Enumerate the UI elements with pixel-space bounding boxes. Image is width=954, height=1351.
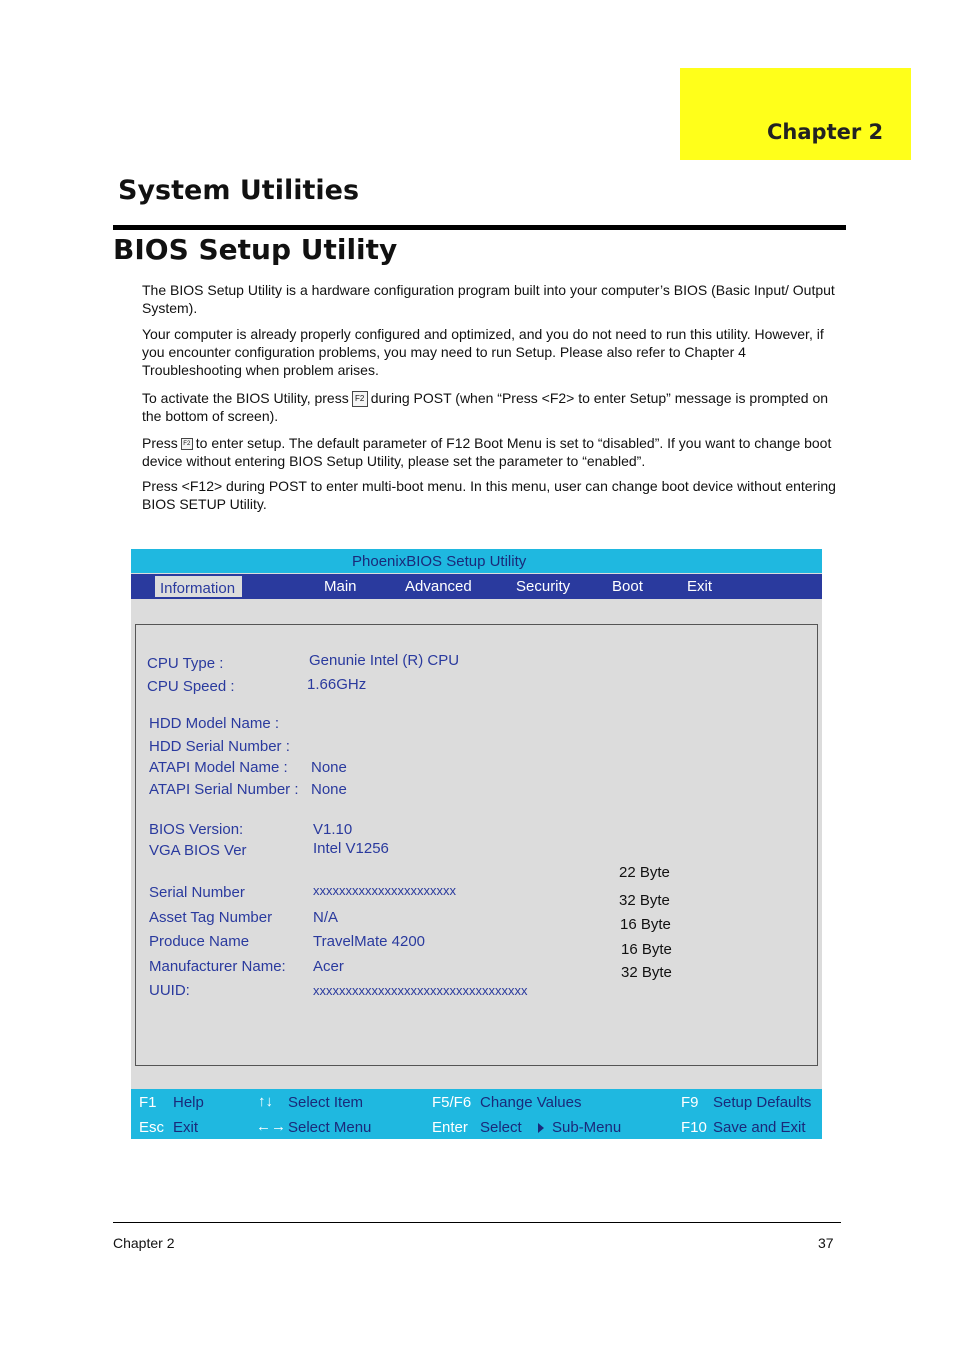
cpu-speed-value: 1.66GHz (307, 676, 367, 693)
product-name-label: Produce Name (149, 933, 250, 950)
atapi-model-value: None (311, 759, 347, 776)
f1-desc: Help (173, 1094, 204, 1111)
menu-information-label: Information (160, 580, 236, 597)
menu-exit[interactable]: Exit (687, 578, 713, 595)
asset-tag-label: Asset Tag Number (149, 909, 273, 926)
vga-bios-value: Intel V1256 (313, 840, 389, 857)
bios-title: PhoenixBIOS Setup Utility (352, 553, 527, 570)
change-values-desc: Change Values (480, 1094, 582, 1111)
paragraph-boot-menu-before: Press (142, 435, 178, 451)
menu-boot[interactable]: Boot (612, 578, 643, 595)
manufacturer-label: Manufacturer Name: (149, 958, 286, 975)
byte-size: 32 Byte (619, 892, 670, 909)
cpu-type-label: CPU Type : (147, 655, 224, 672)
product-name-value: TravelMate 4200 (313, 933, 426, 950)
byte-size: 32 Byte (621, 964, 672, 981)
bios-titlebar (131, 549, 822, 573)
sub-menu-desc: Sub-Menu (552, 1119, 622, 1136)
title-divider (113, 225, 846, 230)
menu-information[interactable] (155, 576, 242, 597)
footer-chapter: Chapter 2 (113, 1235, 175, 1251)
serial-number-label: Serial Number (149, 884, 245, 901)
f1-key: F1 (139, 1094, 157, 1111)
bios-screen (131, 549, 822, 1139)
uuid-label: UUID: (149, 982, 190, 999)
atapi-serial-label: ATAPI Serial Number : (149, 781, 299, 798)
esc-key: Esc (139, 1119, 165, 1136)
hdd-model-label: HDD Model Name : (149, 715, 280, 732)
f5-f6-key: F5/F6 (432, 1094, 472, 1111)
f9-key: F9 (681, 1094, 699, 1111)
arrow-right-icon (538, 1123, 544, 1133)
byte-size: 22 Byte (619, 864, 670, 881)
menu-advanced[interactable]: Advanced (405, 578, 472, 595)
atapi-serial-value: None (311, 781, 347, 798)
uuid-value: xxxxxxxxxxxxxxxxxxxxxxxxxxxxxxxxx (313, 983, 528, 998)
up-down-arrows-icon: ↑↓ (258, 1093, 273, 1110)
select-item-desc: Select Item (288, 1094, 364, 1111)
f10-key: F10 (681, 1119, 707, 1136)
paragraph-boot-menu (142, 434, 842, 470)
menu-main[interactable]: Main (324, 578, 357, 595)
serial-number-value: xxxxxxxxxxxxxxxxxxxxxx (313, 883, 456, 898)
chapter-tab (680, 68, 911, 160)
select-menu-desc: Select Menu (288, 1119, 372, 1136)
hdd-serial-label: HDD Serial Number : (149, 738, 290, 755)
atapi-model-label: ATAPI Model Name : (149, 759, 288, 776)
bios-menubar (131, 574, 822, 599)
paragraph-activate-before: To activate the BIOS Utility, press (142, 390, 349, 406)
bios-version-label: BIOS Version: (149, 821, 244, 838)
page-title: BIOS Setup Utility (113, 233, 398, 266)
section-title: System Utilities (118, 175, 360, 206)
paragraph-intro: The BIOS Setup Utility is a hardware configuration program built into your computer’s BIOS (Basic Input/ Output System). (142, 282, 835, 316)
save-exit-desc: Save and Exit (713, 1119, 806, 1136)
paragraph-configuration: Your computer is already properly configured and optimized, and you do not need to run this utility. However, if you encounter configuration problems, you may need to run Setup. Please also refer to Chapter 4 Troubleshooting when problem arises. (142, 326, 824, 378)
cpu-speed-label: CPU Speed : (147, 678, 235, 695)
setup-defaults-desc: Setup Defaults (713, 1094, 812, 1111)
left-right-arrows-icon: ←→ (256, 1118, 286, 1135)
manufacturer-value: Acer (313, 958, 344, 975)
menu-security[interactable]: Security (516, 578, 571, 595)
page-number: 37 (818, 1235, 834, 1251)
cpu-type-value: Genunie Intel (R) CPU (309, 652, 460, 669)
paragraph-boot-menu-after: to enter setup. The default parameter of F12 Boot Menu is set to “disabled”. If you want to change boot device without entering BIOS Setup Utility, please set the parameter to “enabled”. (142, 435, 832, 469)
footer-divider (113, 1222, 841, 1223)
byte-size: 16 Byte (620, 916, 671, 933)
vga-bios-label: VGA BIOS Ver (149, 842, 247, 859)
enter-desc: Select (480, 1119, 522, 1136)
bios-key-legend (131, 1089, 822, 1139)
paragraph-activate (142, 389, 842, 425)
asset-tag-value: N/A (313, 909, 339, 926)
paragraph-multiboot: Press <F12> during POST to enter multi-boot menu. In this menu, user can change boot device without entering BIOS SETUP Utility. (142, 478, 836, 512)
f2-key-icon: F2 (352, 391, 368, 407)
f2-key-icon-small: F2 (181, 438, 193, 450)
paragraph-activate-after: during POST (when “Press <F2> to enter Setup” message is prompted on the bottom of screen). (142, 390, 829, 425)
bios-info-panel (135, 624, 818, 1066)
chapter-label: Chapter 2 (767, 120, 884, 144)
bios-version-value: V1.10 (313, 821, 353, 838)
enter-key: Enter (432, 1119, 468, 1136)
byte-size: 16 Byte (621, 941, 672, 958)
esc-desc: Exit (173, 1119, 199, 1136)
